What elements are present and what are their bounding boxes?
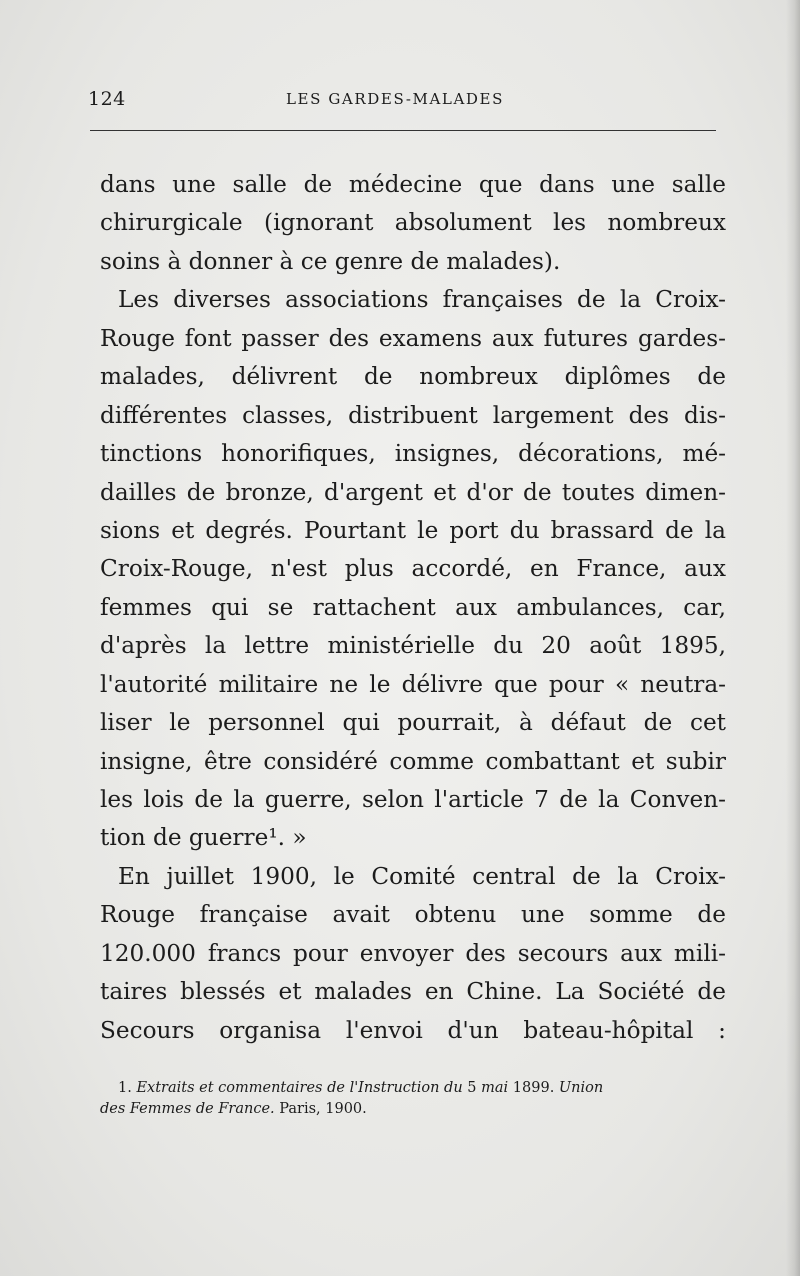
text-line: les lois de la guerre, selon l'article 7 de la Conven- (100, 786, 726, 813)
footnote-line (100, 1078, 726, 1099)
text-line: dailles de bronze, d'argent et d'or de toutes dimen- (100, 478, 726, 506)
text-line: Croix-Rouge, n'est plus accordé, en France, aux (100, 555, 726, 583)
footnote-marker: 1. (118, 1080, 132, 1096)
text-line: liser le personnel qui pourrait, à défaut de cet (100, 709, 726, 737)
text-line: tinctions honorifiques, insignes, décorations, mé- (100, 440, 726, 468)
text-line: sions et degrés. Pourtant le port du brassard de la (100, 516, 726, 544)
page-header (88, 88, 720, 118)
text-line: différentes classes, distribuent largement des dis- (100, 401, 726, 429)
text-line: Secours organisa l'envoi d'un bateau-hôpital : (100, 1016, 726, 1044)
footnote-line (100, 1099, 726, 1120)
running-head: LES GARDES-MALADES (286, 90, 504, 108)
text-line: l'autorité militaire ne le délivre que pour « neutra- (100, 670, 726, 698)
body-text (100, 166, 726, 1050)
text-line: d'après la lettre ministérielle du 20 août 1895, (100, 632, 726, 660)
text-line: Les diverses associations françaises de la Croix- (118, 286, 726, 314)
text-line: tion de guerre¹. » (100, 824, 307, 852)
text-line: Rouge française avait obtenu une somme de (100, 901, 726, 929)
text-line: dans une salle de médecine que dans une salle (100, 171, 726, 198)
footnote-text: mai (481, 1080, 509, 1096)
footnote-date-day: 5 (467, 1080, 477, 1096)
footnote-year: 1899. (512, 1080, 555, 1096)
page-edge-shadow (786, 0, 800, 1276)
text-line: malades, délivrent de nombreux diplômes de (100, 363, 726, 391)
text-line: insigne, être considéré comme combattant et subir (100, 747, 726, 775)
header-rule (90, 130, 716, 131)
footnote-place-year: Paris, 1900. (279, 1101, 367, 1117)
text-line: taires blessés et malades en Chine. La Société de (100, 978, 726, 1006)
text-line: 120.000 francs pour envoyer des secours aux mili- (100, 939, 726, 967)
text-line: femmes qui se rattachent aux ambulances, car, (100, 593, 726, 621)
text-line: En juillet 1900, le Comité central de la Croix- (118, 862, 726, 890)
text-line: soins à donner à ce genre de malades). (100, 247, 561, 275)
footnote-text: Union (558, 1080, 604, 1096)
page-number: 124 (88, 88, 126, 110)
footnote-text: des Femmes de France. (100, 1101, 275, 1117)
text-line: Rouge font passer des examens aux futures gardes- (100, 324, 726, 352)
text-line: chirurgicale (ignorant absolument les nombreux (100, 209, 726, 237)
footnote (100, 1078, 726, 1120)
footnote-text: Extraits et commentaires de l'Instruction du (136, 1080, 463, 1096)
